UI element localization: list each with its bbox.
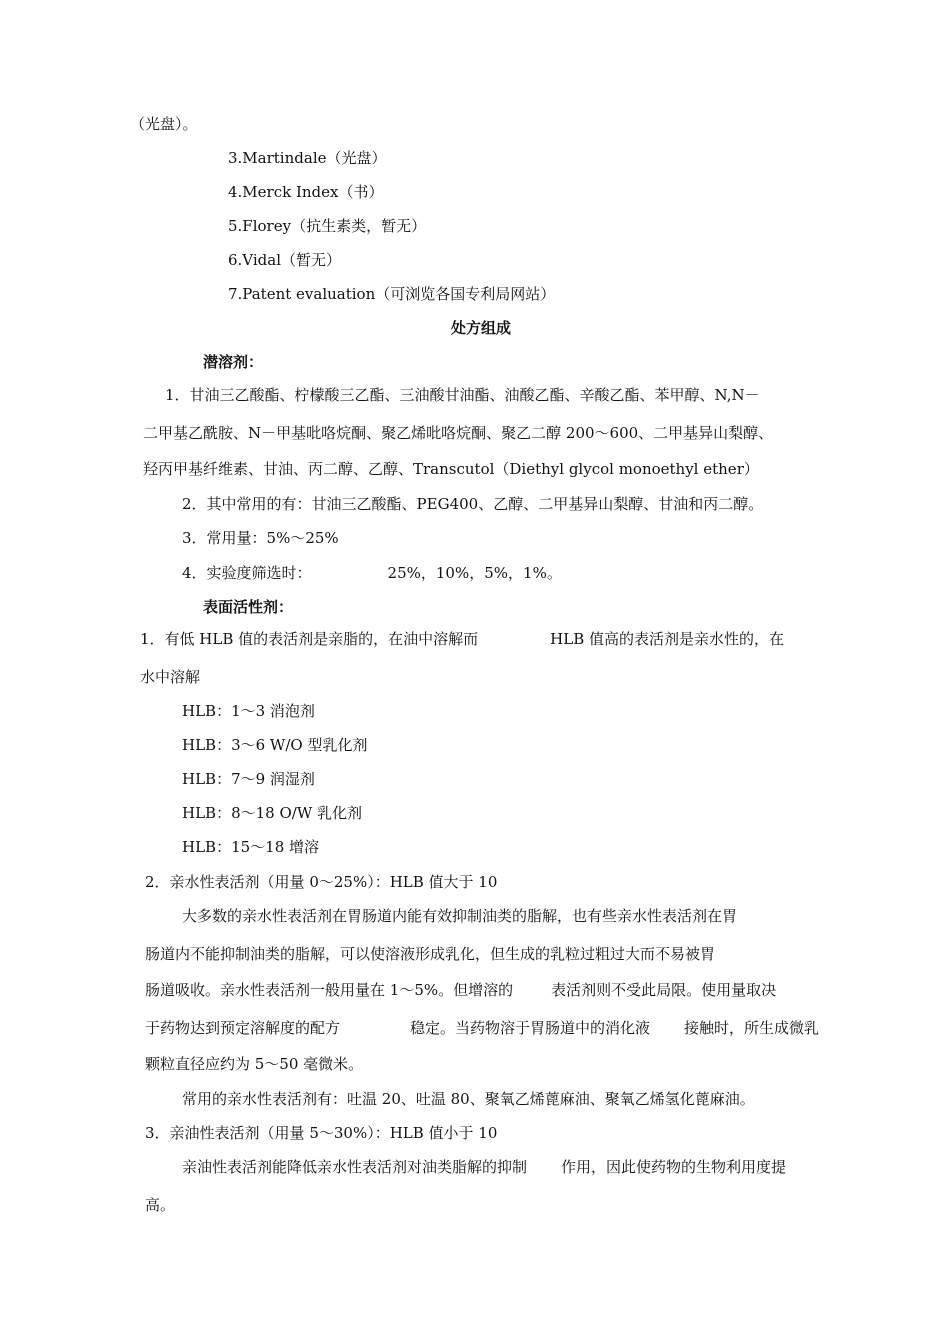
text-line: （光盘）。 [130, 115, 198, 133]
paragraph-line: 高。 [145, 1196, 176, 1214]
paragraph-line [140, 629, 784, 649]
paragraph-line: 羟丙甲基纤维素、甘油、丙二醇、乙醇、Transcutol（Diethyl glycol monoethyl ether） [143, 460, 759, 478]
reference-item: 3.Martindale（光盘） [228, 149, 387, 167]
paragraph-line: 常用的亲水性表活剂有：吐温 20、吐温 80、聚氧乙烯蓖麻油、聚氧乙烯氢化蓖麻油。 [182, 1090, 755, 1108]
paragraph-line: 肠道内不能抑制油类的脂解，可以使溶液形成乳化，但生成的乳粒过粗过大而不易被胃 [145, 945, 716, 963]
reference-item: 7.Patent evaluation（可浏览各国专利局网站） [228, 285, 556, 303]
paragraph-line: 3．亲油性表活剂（用量 5～30%）：HLB 值小于 10 [145, 1124, 498, 1142]
paragraph-line: 大多数的亲水性表活剂在胃肠道内能有效抑制油类的脂解，也有些亲水性表活剂在胃 [182, 907, 738, 925]
text-segment: 接触时，所生成微乳 [684, 1019, 820, 1037]
text-segment: 于药物达到预定溶解度的配方 [145, 1019, 341, 1037]
text-segment: 亲油性表活剂能降低亲水性表活剂对油类脂解的抑制 [182, 1158, 528, 1176]
text-segment: 25%，10%，5%，1%。 [387, 564, 562, 582]
paragraph-line: 水中溶解 [140, 668, 201, 686]
text-segment: 4．实验度筛选时： [182, 564, 312, 582]
subsection-heading: 表面活性剂： [203, 598, 294, 616]
paragraph-line: 2．亲水性表活剂（用量 0～25%）：HLB 值大于 10 [145, 873, 498, 891]
text-segment: 表活剂则不受此局限。使用量取决 [551, 981, 777, 999]
paragraph-line [182, 1157, 786, 1177]
paragraph-line [145, 980, 776, 1000]
text-segment: 稳定。当药物溶于胃肠道中的消化液 [410, 1019, 651, 1037]
text-segment: 1．有低 HLB 值的表活剂是亲脂的，在油中溶解而 [140, 630, 479, 648]
section-title: 处方组成 [451, 319, 512, 337]
subsection-heading: 潜溶剂： [203, 353, 264, 371]
hlb-item: HLB：15～18 增溶 [182, 838, 320, 856]
reference-item: 4.Merck Index（书） [228, 183, 384, 201]
hlb-item: HLB：3～6 W/O 型乳化剂 [182, 736, 368, 754]
text-segment: 作用，因此使药物的生物利用度提 [561, 1158, 787, 1176]
reference-item: 5.Florey（抗生素类，暂无） [228, 217, 427, 235]
reference-item: 6.Vidal（暂无） [228, 251, 342, 269]
hlb-item: HLB：8～18 O/W 乳化剂 [182, 804, 363, 822]
paragraph-line: 颗粒直径应约为 5～50 毫微米。 [145, 1055, 364, 1073]
hlb-item: HLB：7～9 润湿剂 [182, 770, 315, 788]
paragraph-line: 1．甘油三乙酸酯、柠檬酸三乙酯、三油酸甘油酯、油酸乙酯、辛酸乙酯、苯甲醇、N,N－ [165, 386, 760, 404]
paragraph-line: 3．常用量：5%～25% [182, 529, 339, 547]
text-segment: HLB 值高的表活剂是亲水性的，在 [550, 630, 784, 648]
paragraph-line [145, 1018, 819, 1038]
hlb-item: HLB：1～3 消泡剂 [182, 702, 315, 720]
paragraph-line: 二甲基乙酰胺、N－甲基吡咯烷酮、聚乙烯吡咯烷酮、聚乙二醇 200～600、二甲基异山梨醇、 [143, 424, 774, 442]
paragraph-line: 2．其中常用的有：甘油三乙酸酯、PEG400、乙醇、二甲基异山梨醇、甘油和丙二醇。 [182, 495, 764, 513]
paragraph-line [182, 563, 562, 583]
text-segment: 肠道吸收。亲水性表活剂一般用量在 1～5%。但增溶的 [145, 981, 514, 999]
